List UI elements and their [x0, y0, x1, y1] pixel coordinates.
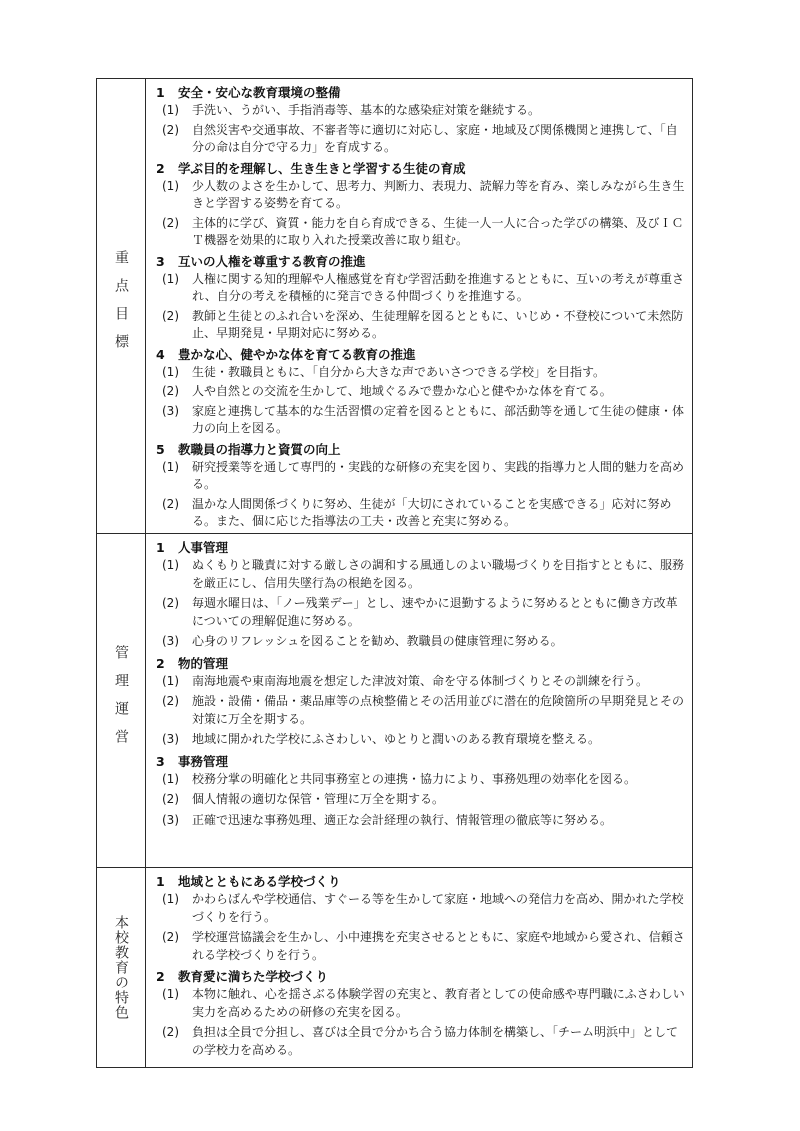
table-row-focus-goals: [97, 79, 692, 534]
section-heading: 3 事務管理: [156, 753, 229, 769]
list-item: (1) 生徒・教職員ともに、「自分から大きな声であいさつできる学校」を目指す。: [162, 364, 606, 379]
table-row-management: [97, 534, 692, 868]
list-item: (1) 南海地震や東南海地震を想定した津波対策、命を守る体制づくりとその訓練を行う。: [162, 673, 649, 688]
section-heading: 2 学ぶ目的を理解し、生き生きと学習する生徒の育成: [156, 160, 466, 176]
list-item: (1) 研究授業等を通して専門的・実践的な研修の充実を図り、実践的指導力と人間的魅力を高める。: [162, 459, 685, 491]
row-label-school-features: 本校教育の特色: [113, 915, 129, 1020]
list-item: (2) 学校運営協議会を生かし、小中連携を充実させるとともに、家庭や地域から愛され、信頼される学校づくりを行う。: [162, 930, 685, 962]
list-item: (2) 毎週水曜日は、「ノー残業デー」とし、速やかに退勤するように努めるとともに働き方改革についての理解促進に努める。: [162, 596, 678, 628]
list-item: (1) 校務分掌の明確化と共同事務室との連携・協力により、事務処理の効率化を図る。: [162, 771, 637, 786]
section-heading: 1 安全・安心な教育環境の整備: [156, 85, 341, 100]
list-item: (2) 負担は全員で分担し、喜びは全員で分かち合う協力体制を構築し、「チーム明浜中」としての学校力を高める。: [162, 1025, 679, 1057]
section-heading: 2 物的管理: [156, 655, 229, 671]
list-item: (3) 心身のリフレッシュを図ることを勧め、教職員の健康管理に努める。: [162, 634, 563, 648]
row-label-cell: [97, 79, 146, 533]
list-item: (2) 人や自然との交流を生かして、地域ぐるみで豊かな心と健やかな体を育てる。: [162, 384, 612, 398]
section-heading: 4 豊かな心、健やかな体を育てる教育の推進: [156, 346, 416, 362]
list-item: (2) 施設・設備・備品・薬品庫等の点検整備とその活用並びに潜在的危険箇所の早期発見とその対策に万全を期する。: [162, 694, 685, 726]
section-heading: 1 地域とともにある学校づくり: [156, 874, 341, 889]
list-item: (2) 主体的に学び、資質・能力を自ら育成できる、生徒一人一人に合った学びの構築、及びＩＣＴ機器を効果的に取り入れた授業改善に取り組む。: [162, 215, 684, 247]
row-content-school-features: [146, 868, 692, 1067]
section-heading: 1 人事管理: [156, 540, 229, 555]
table-row-school-features: [97, 868, 692, 1067]
section-heading: 2 教育愛に満ちた学校づくり: [156, 969, 329, 984]
list-item: (2) 自然災害や交通事故、不審者等に適切に対応し、家庭・地域及び関係機関と連携して、「自分の命は自分で守る力」を育成する。: [162, 122, 678, 154]
row-content-focus-goals: [146, 79, 692, 533]
list-item: (3) 地域に開かれた学校にふさわしい、ゆとりと潤いのある教育環境を整える。: [162, 732, 601, 746]
row-label-management: 管理運営: [113, 644, 129, 757]
list-item: (1) 本物に触れ、心を揺さぶる体験学習の充実と、教育者としての使命感や専門職にふさわしい実力を高めるための研修の充実を図る。: [162, 987, 685, 1019]
list-item: (2) 個人情報の適切な保管・管理に万全を期する。: [162, 792, 445, 806]
list-item: (1) ぬくもりと職責に対する厳しさの調和する風通しのよい職場づくりを目指すとともに、服務を厳正にし、信用失墜行為の根絶を図る。: [162, 558, 685, 590]
row-content-management: [146, 534, 692, 867]
goals-table: [96, 78, 693, 1068]
section-heading: 5 教職員の指導力と資質の向上: [156, 441, 341, 457]
list-item: (3) 正確で迅速な事務処理、適正な会計経理の執行、情報管理の徹底等に努める。: [162, 812, 613, 827]
row-label-cell: [97, 534, 146, 867]
list-item: (1) 手洗い、うがい、手指消毒等、基本的な感染症対策を継続する。: [162, 103, 541, 117]
row-label-cell: [97, 868, 146, 1067]
section-heading: 3 互いの人権を尊重する教育の推進: [156, 253, 366, 269]
list-item: (1) 人権に関する知的理解や人権感覚を育む学習活動を推進するとともに、互いの考えが尊重され、自分の考えを積極的に発言できる仲間づくりを推進する。: [162, 271, 685, 303]
list-item: (2) 温かな人間関係づくりに努め、生徒が「大切にされていることを実感できる」応対に努める。また、個に応じた指導法の工夫・改善と充実に努める。: [162, 496, 672, 528]
list-item: (1) 少人数のよさを生かして、思考力、判断力、表現力、読解力等を育み、楽しみながら生き生きと学習する姿勢を育てる。: [162, 178, 685, 210]
list-item: (1) かわらばんや学校通信、すぐーる等を生かして家庭・地域への発信力を高め、開かれた学校づくりを行う。: [162, 892, 684, 924]
list-item: (3) 家庭と連携して基本的な生活習慣の定着を図るとともに、部活動等を通して生徒の健康・体力の向上を図る。: [162, 403, 685, 435]
list-item: (2) 教師と生徒とのふれ合いを深め、生徒理解を図るとともに、いじめ・不登校について未然防止、早期発見・早期対応に努める。: [162, 308, 684, 340]
row-label-focus-goals: 重点目標: [113, 250, 129, 362]
